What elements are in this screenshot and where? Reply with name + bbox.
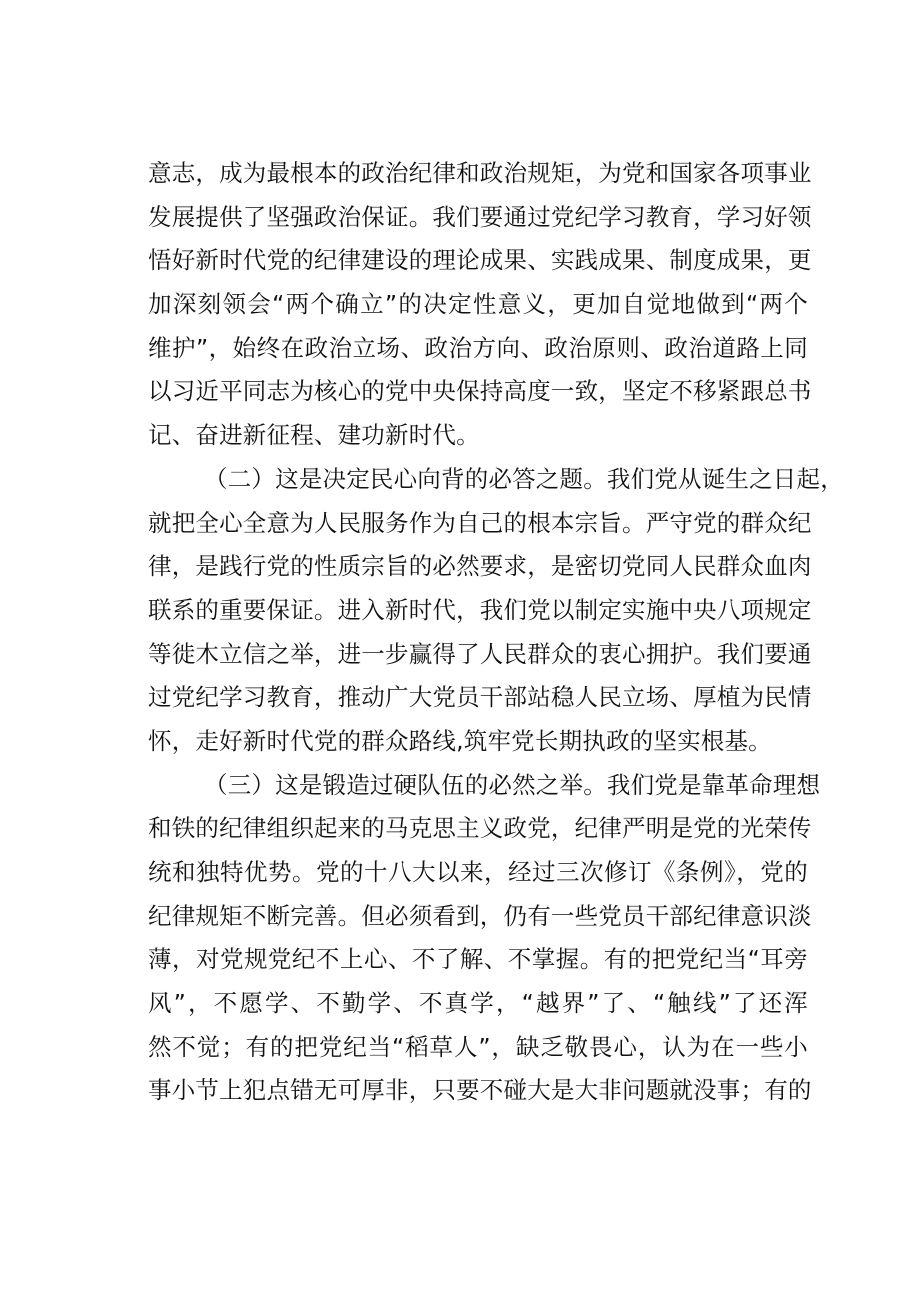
text-line: 就把全心全意为人民服务作为自己的根本宗旨。严守党的群众纪 (148, 508, 812, 537)
text-line: 意志，成为最根本的政治纪律和政治规矩，为党和国家各项事业 (148, 159, 812, 187)
text-line: 风”，不愿学、不勤学、不真学，“越界”了、“触线”了还浑 (148, 989, 808, 1018)
text-line: 发展提供了坚强政治保证。我们要通过党纪学习教育，学习好领 (148, 202, 812, 231)
text-line: 纪律规矩不断完善。但必须看到，仍有一些党员干部纪律意识淡 (148, 901, 812, 930)
text-line: 联系的重要保证。进入新时代，我们党以制定实施中央八项规定 (148, 595, 812, 624)
text-line: 悟好新时代党的纪律建设的理论成果、实践成果、制度成果，更 (148, 246, 812, 275)
text-line: 和铁的纪律组织起来的马克思主义政党，纪律严明是党的光荣传 (148, 814, 812, 843)
text-line: 记、奋进新征程、建功新时代。 (148, 421, 480, 450)
text-line: 统和独特优势。党的十八大以来，经过三次修订《条例》，党的 (148, 858, 808, 886)
text-line: 过党纪学习教育，推动广大党员干部站稳人民立场、厚植为民情 (148, 683, 812, 712)
text-line: 维护”，始终在政治立场、政治方向、政治原则、政治道路上同 (148, 333, 808, 362)
text-line: 加深刻领会“两个确立”的决定性意义，更加自觉地做到“两个 (148, 290, 808, 319)
text-line: 等徙木立信之举，进一步赢得了人民群众的衷心拥护。我们要通 (148, 639, 812, 668)
text-line: 律，是践行党的性质宗旨的必然要求，是密切党同人民群众血肉 (148, 552, 812, 581)
text-line: 薄，对党规党纪不上心、不了解、不掌握。有的把党纪当“耳旁 (148, 945, 808, 974)
paragraph-2-first-line: （二）这是决定民心向背的必答之题。我们党从诞生之日起， (204, 464, 844, 493)
text-line: 然不觉；有的把党纪当“稻草人”，缺乏敬畏心，认为在一些小 (148, 1032, 808, 1061)
text-line: 怀，走好新时代党的群众路线,筑牢党长期执政的坚实根基。 (148, 726, 772, 755)
paragraph-3-first-line: （三）这是锻造过硬队伍的必然之举。我们党是靠革命理想 (204, 770, 821, 799)
text-line: 事小节上犯点错无可厚非，只要不碰大是大非问题就没事；有的 (148, 1076, 812, 1105)
body-text (148, 152, 844, 1113)
text-line: 以习近平同志为核心的党中央保持高度一致，坚定不移紧跟总书 (148, 377, 812, 406)
